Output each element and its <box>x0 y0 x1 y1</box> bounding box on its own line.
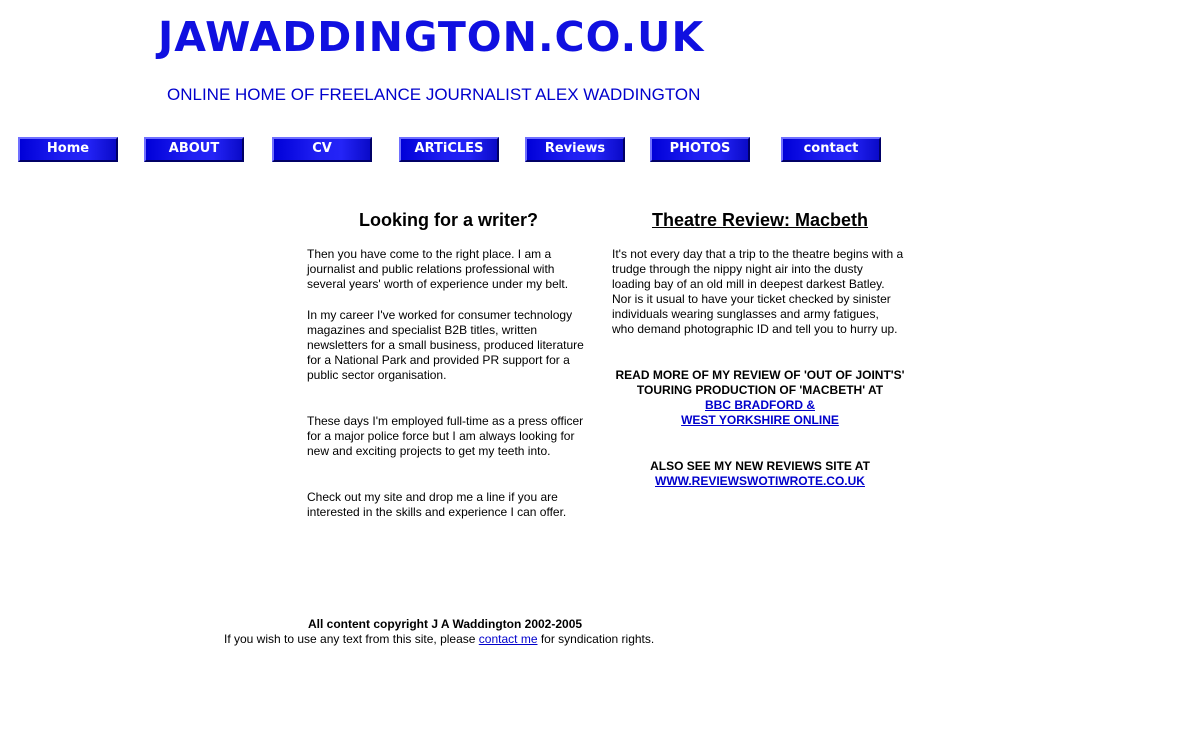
also-see-text: ALSO SEE MY NEW REVIEWS SITE AT <box>650 459 870 473</box>
bbc-link-line-2: WEST YORKSHIRE ONLINE <box>681 413 839 427</box>
review-intro: It's not every day that a trip to the theatre begins with a trudge through the nippy night air into the dusty loading bay of an old mill in deepest darkest Batley. Nor is it usual to have your ticket checked by sinister individuals wearing sunglasses and army fatigues, who demand photographic ID and tell you to hurry up. <box>612 247 904 336</box>
bbc-bradford-link[interactable] <box>681 398 839 427</box>
writer-paragraph-3: These days I'm employed full-time as a press officer for a major police force but I am always looking for new and exciting projects to get my teeth into. <box>307 414 584 458</box>
review-heading[interactable]: Theatre Review: Macbeth <box>651 210 869 230</box>
nav-photos-button[interactable]: PHOTOS <box>650 137 750 162</box>
nav-articles-button[interactable]: ARTiCLES <box>399 137 499 162</box>
syndication-notice <box>224 632 654 647</box>
writer-paragraph-4: Check out my site and drop me a line if you are interested in the skills and experience I can offer. <box>307 490 567 519</box>
writer-heading: Looking for a writer? <box>358 210 538 230</box>
contact-me-link[interactable]: contact me <box>478 632 538 646</box>
nav-reviews-button[interactable]: Reviews <box>525 137 625 162</box>
writer-paragraph-1: Then you have come to the right place. I am a journalist and public relations professional with several years' worth of experience under my belt. <box>307 247 569 291</box>
syndication-text-before: If you wish to use any text from this site, please <box>224 632 479 646</box>
nav-cv-button[interactable]: CV <box>272 137 372 162</box>
syndication-text-after: for syndication rights. <box>537 632 655 646</box>
copyright-notice: All content copyright J A Waddington 2002-2005 <box>308 617 583 631</box>
also-see-block <box>612 459 908 489</box>
site-subtitle: ONLINE HOME OF FREELANCE JOURNALIST ALEX WADDINGTON <box>167 85 701 104</box>
reviews-site-link[interactable]: WWW.REVIEWSWOTIWROTE.CO.UK <box>655 474 865 488</box>
nav-home-button[interactable]: Home <box>18 137 118 162</box>
nav-contact-button[interactable]: contact <box>781 137 881 162</box>
site-title: JAWADDINGTON.CO.UK <box>158 13 705 61</box>
review-read-more-text: READ MORE OF MY REVIEW OF 'OUT OF JOINT'S' TOURING PRODUCTION OF 'MACBETH' AT <box>615 368 905 397</box>
writer-paragraph-2: In my career I've worked for consumer technology magazines and specialist B2B titles, written newsletters for a small business, produced literature for a National Park and provided PR support for a public sector organisation. <box>307 308 584 382</box>
bbc-link-line-1: BBC BRADFORD & <box>705 398 815 412</box>
review-read-more-block <box>612 368 908 428</box>
nav-about-button[interactable]: ABOUT <box>144 137 244 162</box>
